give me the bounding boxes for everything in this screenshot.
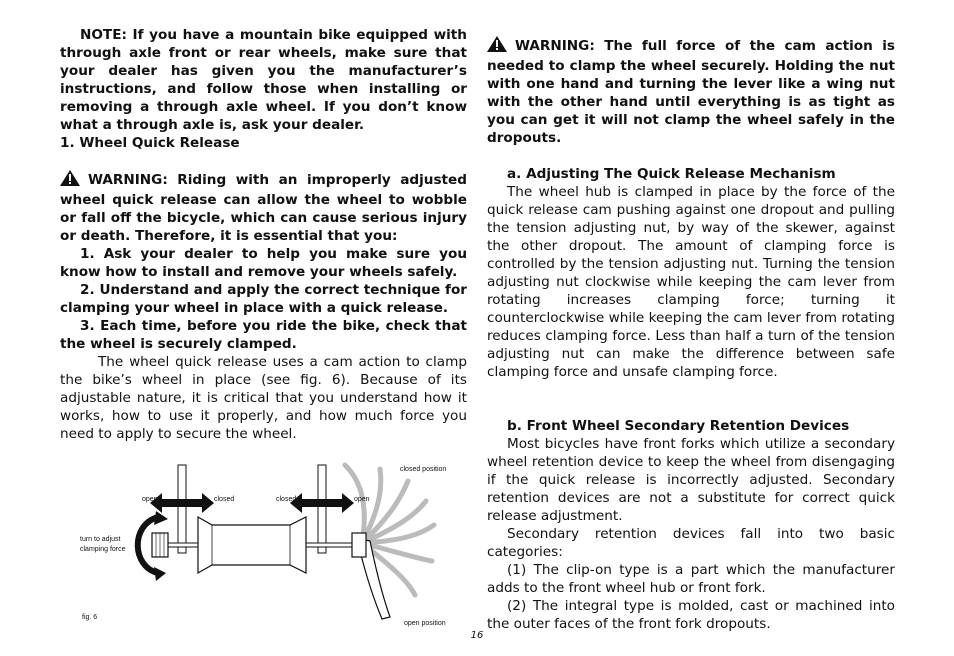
label-turn-adjust-1: turn to adjust <box>80 536 121 543</box>
spacer <box>60 152 467 170</box>
warning-text: WARNING: Riding with an improperly adjusted wheel quick release can allow the wheel to wobble or fall off the bicycle, which can cause serious injury or death. Therefore, it is essential that you: <box>60 172 467 244</box>
subsection-heading-a: a. Adjusting The Quick Release Mechanism <box>507 166 836 182</box>
body-paragraph: Most bicycles have front forks which utilize a secondary wheel retention device to keep the wheel from disengaging if the quick release is incorrectly adjusted. Secondary retention devices are not a substitute for correct quick release adjustment. <box>487 436 895 524</box>
list-item: 3. Each time, before you ride the bike, check that the wheel is securely clamped. <box>60 318 467 352</box>
label-fig-6: fig. 6 <box>82 614 98 621</box>
warning-triangle-icon <box>487 36 507 57</box>
warning-paragraph <box>60 170 467 245</box>
spacer <box>487 147 895 165</box>
cam-body <box>352 533 366 557</box>
list-item: 2. Understand and apply the correct technique for clamping your wheel in place with a quick release. <box>60 282 467 316</box>
page-number: 16 <box>470 630 484 641</box>
body-paragraph: (2) The integral type is molded, cast or machined into the outer faces of the front fork dropouts. <box>487 598 895 632</box>
warning-paragraph <box>487 36 895 147</box>
warning-triangle-icon <box>60 170 80 191</box>
label-open-position: open position <box>404 620 446 627</box>
left-column <box>60 26 467 443</box>
label-closed-left: closed <box>214 496 235 503</box>
body-paragraph: (1) The clip-on type is a part which the manufacturer adds to the front wheel hub or front fork. <box>487 562 895 596</box>
body-paragraph: The wheel hub is clamped in place by the force of the quick release cam pushing against one dropout and pulling the tension adjusting nut, by way of the skewer, against the other dropout. The amount of clamping force is controlled by the tension adjusting nut. Turning the tension adjusting nut clockwise while keeping the cam lever from rotating increases clamping force; turning it counterclockwise while keeping the cam lever from rotating reduces clamping force. Less than half a turn of the tension adjusting nut can make the difference between safe clamping force and unsafe clamping force. <box>487 184 895 380</box>
fork-leg-left <box>178 465 186 553</box>
spacer <box>487 381 895 399</box>
list-item: 1. Ask your dealer to help you make sure you know how to install and remove your wheels safely. <box>60 246 467 280</box>
cam-lever-positions <box>345 465 434 595</box>
spacer <box>487 399 895 417</box>
label-open-left: open <box>142 496 158 503</box>
note-paragraph: NOTE: If you have a mountain bike equipped with through axle front or rear wheels, make sure that your dealer has given you the manufacturer’s instructions, and follow those when installing or removing a through axle wheel. If you don’t know what a through axle is, ask your dealer. <box>60 27 467 133</box>
right-column <box>487 36 895 633</box>
fig-6-illustration <box>70 455 470 630</box>
label-turn-adjust-2: clamping force <box>80 546 126 553</box>
label-open-right: open <box>354 496 370 503</box>
warning-text: WARNING: The full force of the cam action is needed to clamp the wheel securely. Holding the nut with one hand and turning the lever like a wing nut with the other hand until everything is as tight as you can get it will not clamp the wheel safely in the dropouts. <box>487 38 895 146</box>
subsection-heading-b: b. Front Wheel Secondary Retention Devices <box>507 418 850 434</box>
label-closed-position: closed position <box>400 466 447 473</box>
label-closed-right: closed <box>276 496 297 503</box>
body-paragraph: Secondary retention devices fall into two basic categories: <box>487 526 895 560</box>
fork-leg-right <box>318 465 326 553</box>
section-heading: 1. Wheel Quick Release <box>60 135 240 151</box>
body-paragraph: The wheel quick release uses a cam action to clamp the bike’s wheel in place (see fig. 6). Because of its adjustable nature, it is critical that you understand how it works, how to use it properly, and how much force you need to apply to secure the wheel. <box>60 354 467 442</box>
